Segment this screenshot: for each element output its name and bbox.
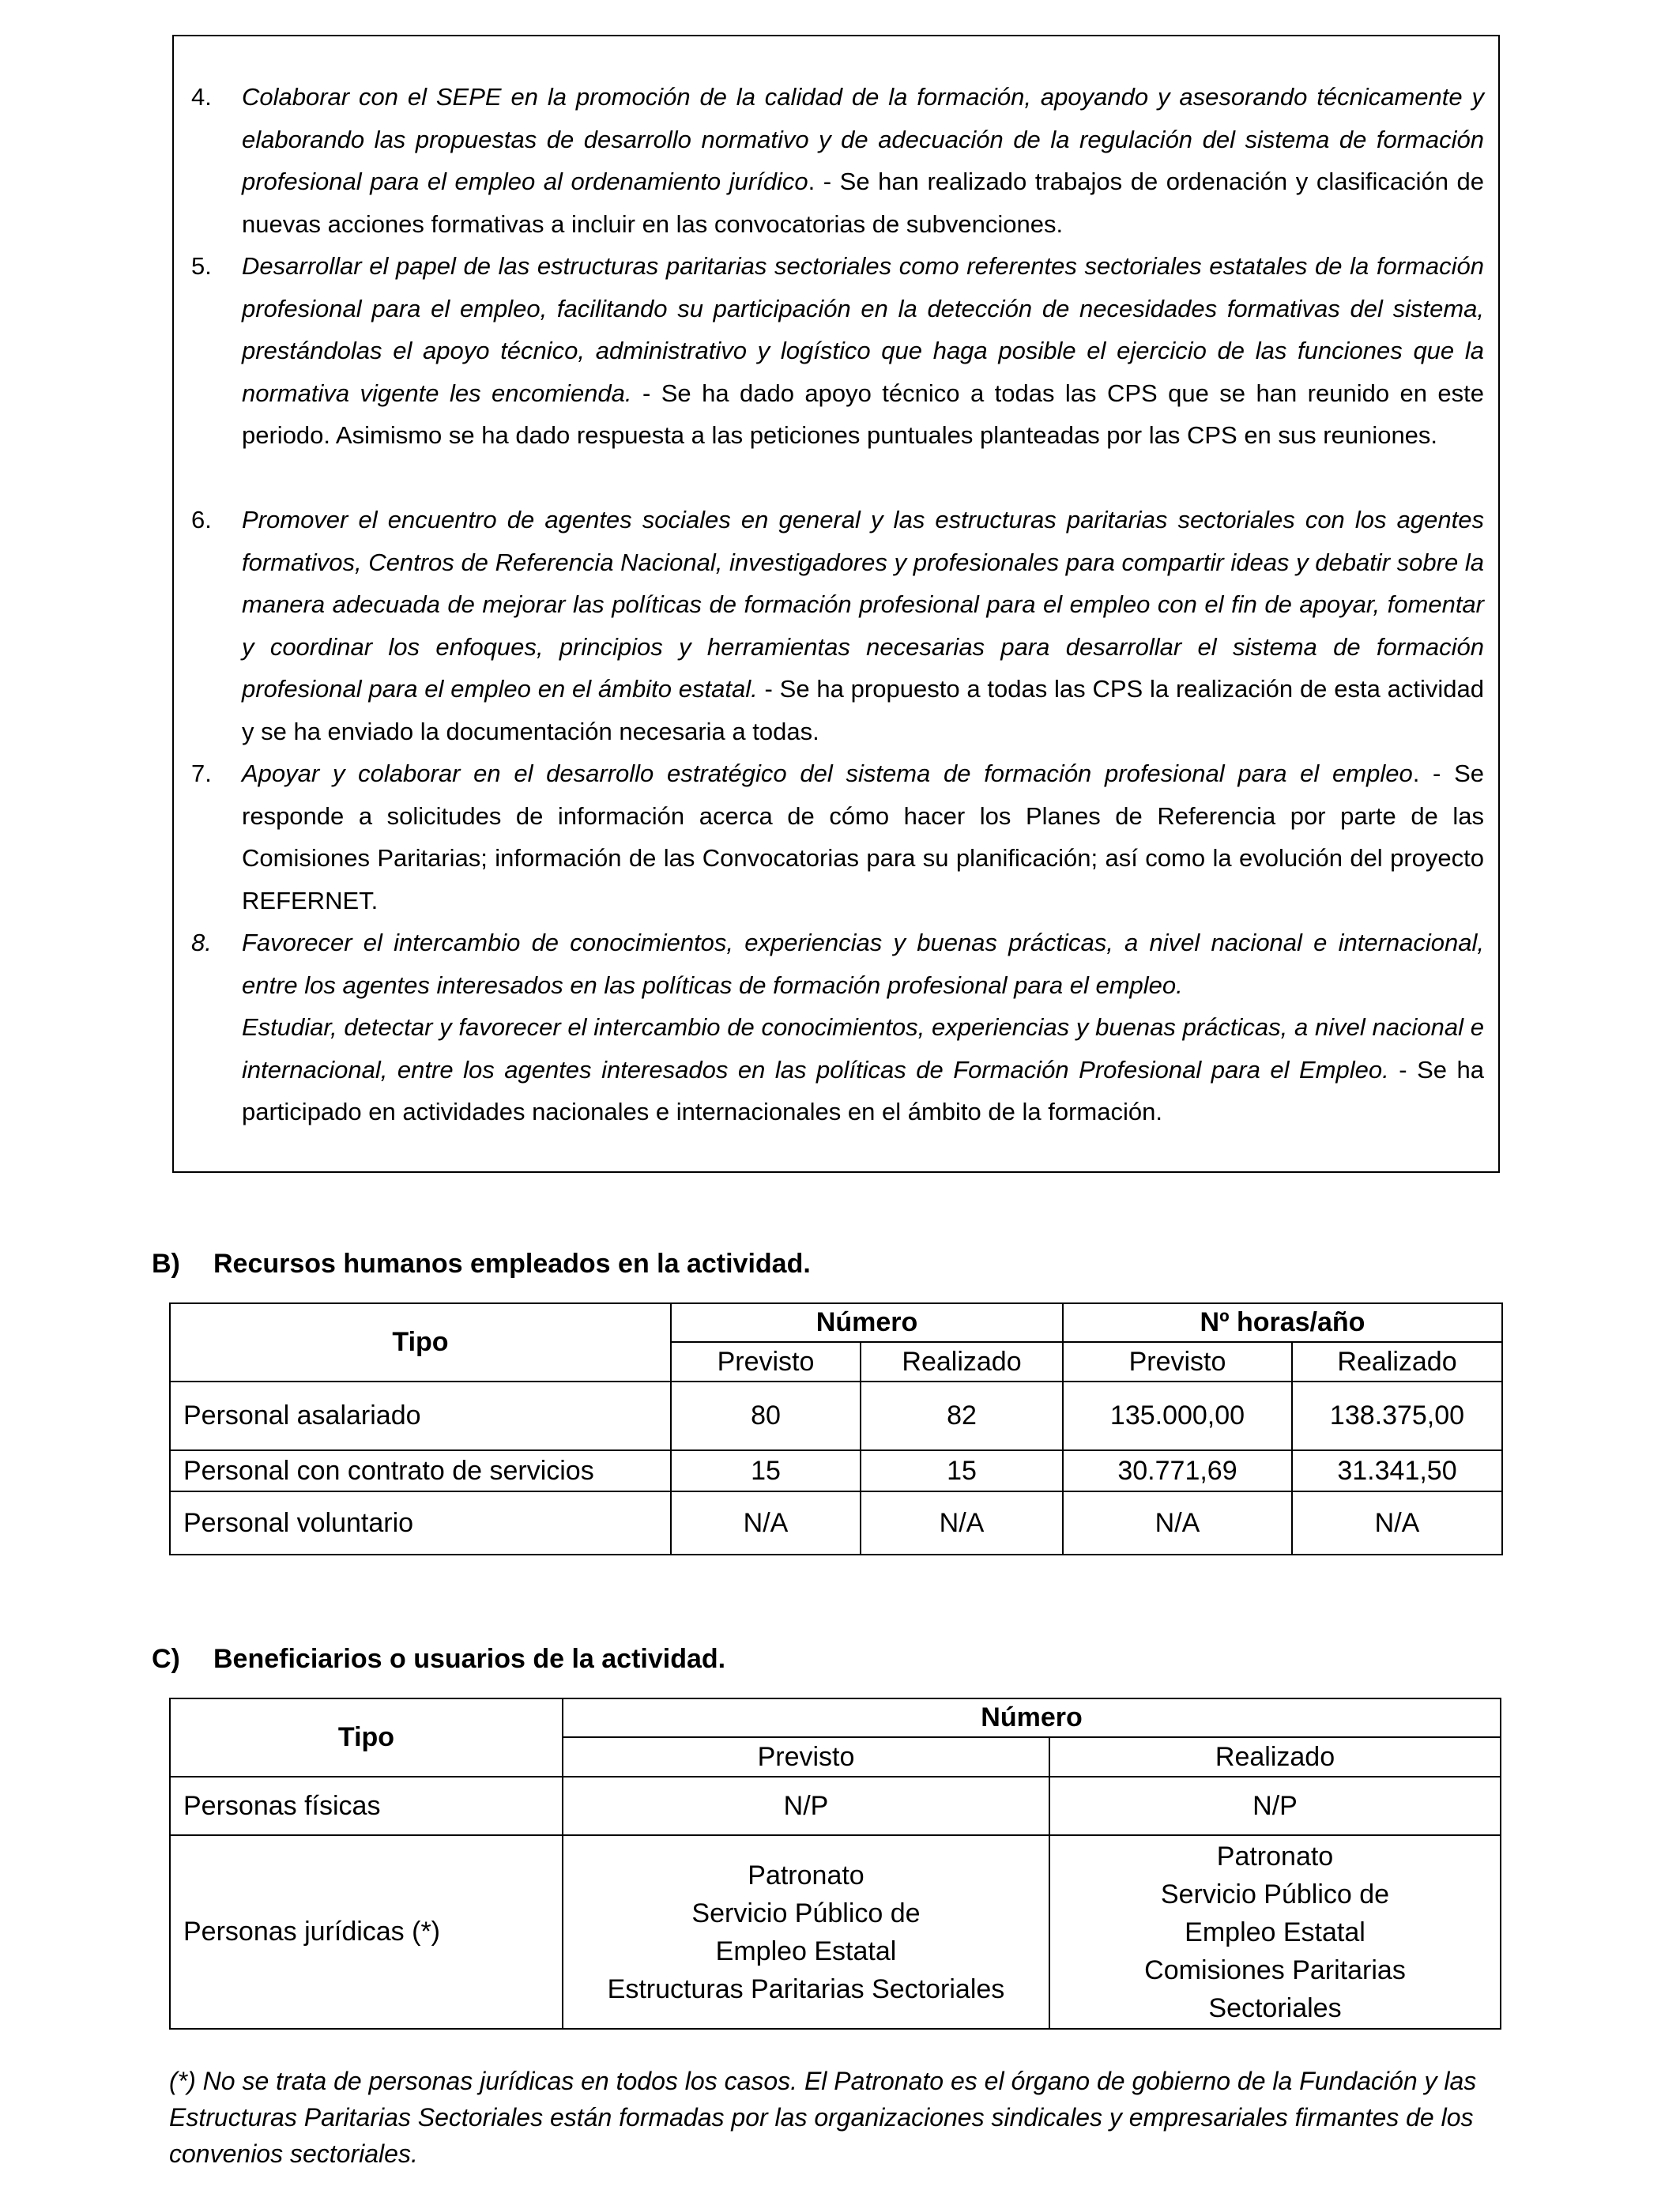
objective-number: 4. [191, 83, 212, 111]
footnote: (*) No se trata de personas jurídicas en todos los casos. El Patronato es el órgano de gobierno de la Fundación y las Estructuras Paritarias Sectoriales están formadas por las organizaciones sindicales y empresariales firmantes de los convenios sectoriales. [169, 2067, 1477, 2168]
cell-tipo: Personal asalariado [170, 1382, 671, 1450]
header-horas: Nº horas/año [1063, 1303, 1502, 1342]
cell-line: Empleo Estatal [715, 1936, 897, 1966]
cell-line: Patronato [1216, 1841, 1334, 1872]
cell-line: Servicio Público de [1160, 1879, 1390, 1909]
section-letter: C) [152, 1644, 180, 1674]
cell-tipo: Personal con contrato de servicios [170, 1450, 671, 1491]
cell-num-previsto: 15 [671, 1450, 861, 1491]
cell-line: Empleo Estatal [1185, 1917, 1365, 1947]
header-tipo: Tipo [170, 1303, 671, 1382]
cell-line: Patronato [748, 1860, 864, 1891]
header-previsto: Previsto [563, 1737, 1049, 1777]
cell-horas-previsto: 30.771,69 [1063, 1450, 1292, 1491]
beneficiaries-table [169, 1698, 1501, 2030]
objective-text: Apoyar y colaborar en el desarrollo estratégico del sistema de formación profesional para el empleo [242, 760, 1413, 787]
cell-horas-previsto: 135.000,00 [1063, 1382, 1292, 1450]
cell-num-realizado: 82 [861, 1382, 1063, 1450]
cell-line: Comisiones Paritarias [1144, 1955, 1406, 1985]
cell-previsto [563, 1835, 1049, 2029]
section-title: Beneficiarios o usuarios de la actividad. [213, 1644, 726, 1674]
objective-result: - Se ha dado apoyo técnico a todas las CPS que se han reunido en este periodo. Asimismo se ha dado respuesta a las peticiones puntuales planteadas por las CPS en sus reuniones. [242, 379, 1485, 449]
cell-horas-realizado: 138.375,00 [1292, 1382, 1502, 1450]
header-numero: Número [563, 1698, 1501, 1737]
objective-result: - Se ha participado en actividades nacionales e internacionales en el ámbito de la formación. [242, 1055, 1485, 1125]
header-realizado: Realizado [1049, 1737, 1501, 1777]
cell-horas-previsto: N/A [1063, 1491, 1292, 1555]
objective-number: 8. [191, 929, 212, 956]
table-row [170, 1777, 1501, 1835]
header-previsto: Previsto [671, 1342, 861, 1382]
cell-num-realizado: N/A [861, 1491, 1063, 1555]
objective-result: . - Se responde a solicitudes de información acerca de cómo hacer los Planes de Referencia por parte de las Comisiones Paritarias; información de las Convocatorias para su planificación; así como la evolución del proyecto REFERNET. [242, 760, 1484, 914]
cell-tipo: Personas jurídicas (*) [170, 1835, 563, 2029]
cell-realizado: N/P [1049, 1777, 1501, 1835]
header-previsto: Previsto [1063, 1342, 1292, 1382]
header-numero: Número [671, 1303, 1063, 1342]
cell-num-previsto: N/A [671, 1491, 861, 1555]
human-resources-table [169, 1302, 1503, 1555]
objective-number: 7. [191, 760, 212, 787]
objective-text: Favorecer el intercambio de conocimientos, experiencias y buenas prácticas, a nivel nacional e internacional, entre los agentes interesados en las políticas de formación profesional para el empleo. [242, 929, 1484, 999]
cell-tipo: Personal voluntario [170, 1491, 671, 1555]
cell-num-previsto: 80 [671, 1382, 861, 1450]
table-row [170, 1450, 1502, 1491]
objective-result: - Se ha propuesto a todas las CPS la realización de esta actividad y se ha enviado la documentación necesaria a todas. [242, 675, 1484, 745]
table-row [170, 1491, 1502, 1555]
cell-line: Sectoriales [1208, 1992, 1342, 2023]
header-realizado: Realizado [1292, 1342, 1502, 1382]
objective-text-2: Estudiar, detectar y favorecer el intercambio de conocimientos, experiencias y buenas prácticas, a nivel nacional e internacional, entre los agentes interesados en las políticas de Formación Profesional para el Empleo. [242, 1013, 1484, 1084]
cell-horas-realizado: 31.341,50 [1292, 1450, 1502, 1491]
section-title: Recursos humanos empleados en la actividad. [213, 1249, 811, 1279]
objective-text: Desarrollar el papel de las estructuras paritarias sectoriales como referentes sectoriales estatales de la formación profesional para el empleo, facilitando su participación en la detección de necesidades formativas del sistema, prestándolas el apoyo técnico, administrativo y logístico que haga posible el ejercicio de las funciones que la normativa vigente les encomienda. [242, 252, 1484, 407]
objective-text: Promover el encuentro de agentes sociales en general y las estructuras paritarias sectoriales con los agentes formativos, Centros de Referencia Nacional, investigadores y profesionales para compartir ideas y debatir sobre la manera adecuada de mejorar las políticas de formación profesional para el empleo con el fin de apoyar, fomentar y coordinar los enfoques, principios y herramientas necesarias para desarrollar el sistema de formación profesional para el empleo en el ámbito estatal. [242, 506, 1484, 703]
table-row [170, 1382, 1502, 1450]
section-letter: B) [152, 1249, 180, 1279]
objective-number: 5. [191, 252, 212, 280]
cell-line: Servicio Público de [691, 1898, 921, 1928]
cell-horas-realizado: N/A [1292, 1491, 1502, 1555]
header-realizado: Realizado [861, 1342, 1063, 1382]
objectives-box [172, 35, 1500, 1173]
header-tipo: Tipo [170, 1698, 563, 1777]
objective-number: 6. [191, 506, 212, 533]
objective-result: . - Se han realizado trabajos de ordenación y clasificación de nuevas acciones formativas a incluir en las convocatorias de subvenciones. [242, 168, 1484, 238]
cell-previsto: N/P [563, 1777, 1049, 1835]
table-row [170, 1835, 1501, 2029]
cell-tipo: Personas físicas [170, 1777, 563, 1835]
cell-num-realizado: 15 [861, 1450, 1063, 1491]
cell-line: Estructuras Paritarias Sectoriales [607, 1973, 1005, 2004]
cell-realizado [1049, 1835, 1501, 2029]
objective-text: Colaborar con el SEPE en la promoción de la calidad de la formación, apoyando y asesorando técnicamente y elaborando las propuestas de desarrollo normativo y de adecuación de la regulación del sistema de formación profesional para el empleo al ordenamiento jurídico [242, 83, 1484, 195]
